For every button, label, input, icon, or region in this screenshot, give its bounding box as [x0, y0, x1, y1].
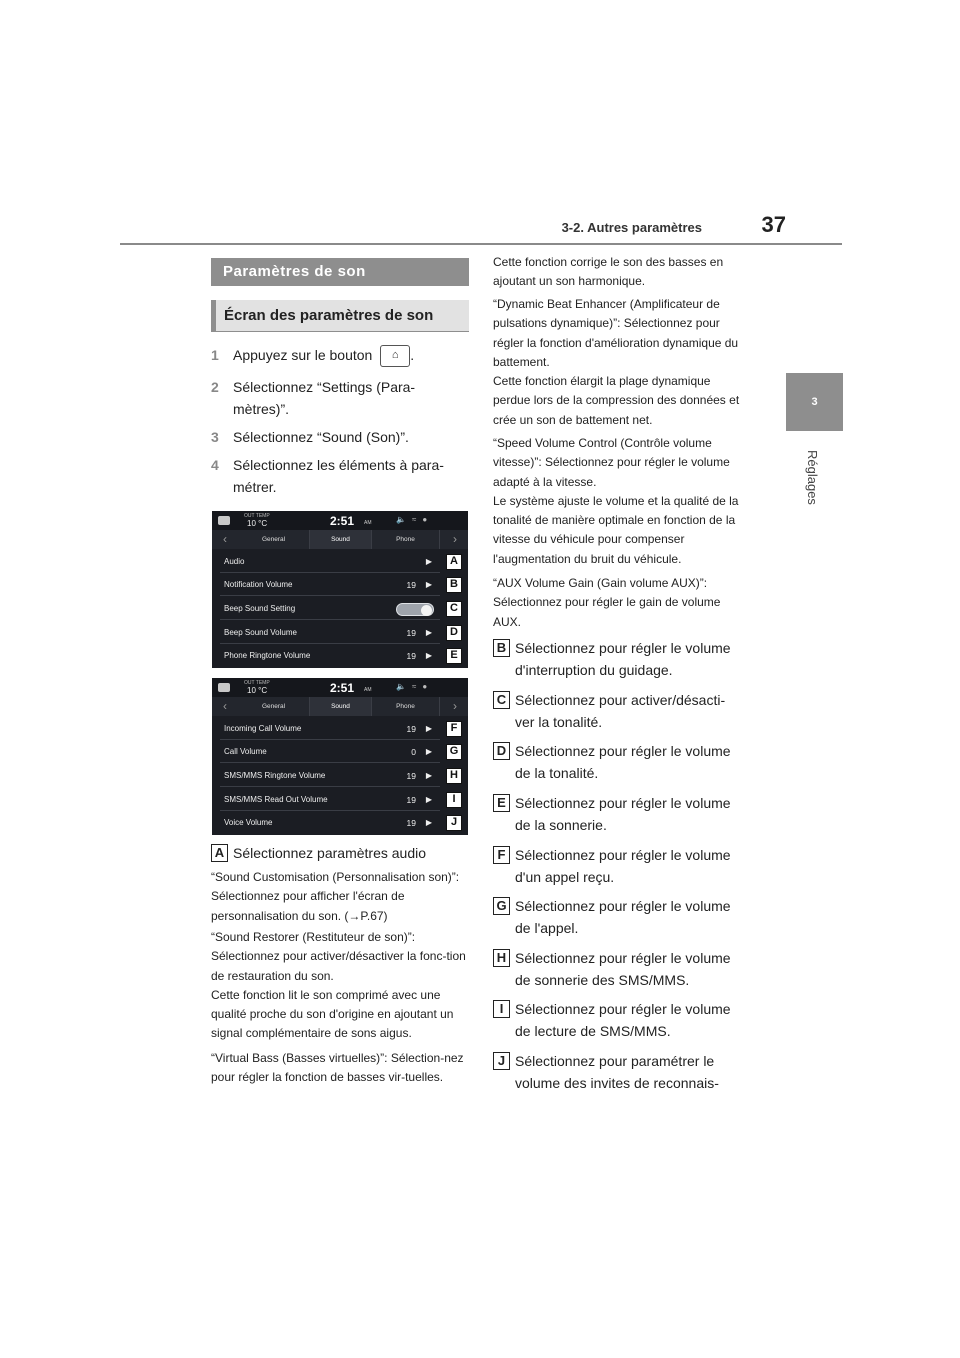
tab-general[interactable]: General [238, 697, 310, 716]
step-number: 1 [211, 347, 219, 363]
chevron-right-icon[interactable]: › [453, 532, 457, 546]
status-bar [212, 678, 468, 697]
status-icons: 🔈≈● [396, 515, 434, 524]
step-text: Appuyez sur le bouton [233, 347, 373, 363]
sound-settings-screen-1 [212, 511, 468, 668]
arrow-right-icon: ▶ [425, 580, 432, 589]
step-text: Sélectionnez “Settings (Para-mètres)”. [233, 379, 416, 417]
row-beep-sound-setting[interactable]: Beep Sound Setting [220, 598, 440, 620]
header-rule [120, 243, 842, 245]
tab-general[interactable]: General [238, 530, 310, 549]
settings-tabs [212, 530, 468, 549]
callout-c: C Sélectionnez pour activer/désacti-ver la tonalité. [493, 689, 743, 733]
para-speed-volume: “Speed Volume Control (Contrôle volume vitesse)”: Sélectionnez pour régler le volume adapté à la vitesse. Le système ajuste le volume et la qualité de la tonalité de manière optimale en fonction de la vitesse du véhicule pour compenser l'augmentation du bruit du véhicule. [493, 436, 739, 566]
para-sound-customisation: “Sound Customisation (Personnalisation son)”: Sélectionnez pour afficher l'écran de personnalisation du son. (→P.67) [211, 870, 460, 923]
key-label: D [446, 625, 462, 641]
step-number: 3 [211, 429, 219, 445]
step-3 [211, 426, 469, 448]
arrow-right-icon: ▶ [425, 628, 432, 637]
clock: 2:51 [330, 681, 355, 695]
step-2 [211, 376, 469, 420]
chapter-tab: 3 [786, 373, 843, 431]
arrow-right-icon: ▶ [425, 771, 432, 780]
key-label: J [446, 815, 462, 831]
row-notification-volume[interactable]: Notification Volume 19 ▶ [220, 574, 440, 596]
chevron-left-icon[interactable]: ‹ [223, 532, 227, 546]
step-1 [211, 344, 469, 367]
para-virtual-bass: “Virtual Bass (Basses virtuelles)”: Sélection-nez pour régler la fonction de basses vir-tuelles. [211, 1051, 464, 1085]
row-voice-volume[interactable]: Voice Volume 19 ▶ [220, 812, 440, 834]
callout-d: D Sélectionnez pour régler le volume de la tonalité. [493, 740, 743, 784]
callout-f: F Sélectionnez pour régler le volume d'un appel reçu. [493, 844, 743, 888]
row-phone-ringtone-volume[interactable]: Phone Ringtone Volume 19 ▶ [220, 645, 440, 667]
tab-sound[interactable]: Sound [310, 530, 372, 549]
arrow-right-icon: ▶ [425, 818, 432, 827]
settings-tabs [212, 697, 468, 716]
temp-value: 10 °C [247, 686, 268, 695]
key-label: B [446, 577, 462, 593]
row-beep-sound-volume[interactable]: Beep Sound Volume 19 ▶ [220, 622, 440, 644]
key-label: H [446, 768, 462, 784]
key-label: G [446, 744, 462, 760]
step-text-end: . [410, 347, 415, 363]
main-heading: Paramètres de son [211, 258, 469, 286]
callout-g: G Sélectionnez pour régler le volume de l'appel. [493, 895, 743, 939]
chapter-label: Réglages [805, 450, 820, 505]
para-sound-restorer: “Sound Restorer (Restituteur de son)”: Sélectionnez pour activer/désactiver la fonc-tion de restauration du son. Cette fonction lit le son comprimé avec une qualité proche du son d'origine en ajoutant un signal complémentaire de sons aigus. [211, 930, 466, 1041]
para-bass-correction: Cette fonction corrige le son des basses en ajoutant un son harmonique. [493, 255, 724, 289]
para-aux-volume: “AUX Volume Gain (Gain volume AUX)”: Sélectionnez pour régler le gain de volume AUX. [493, 576, 721, 629]
status-icons: 🔈≈● [396, 682, 434, 691]
callout-text: Sélectionnez paramètres audio [233, 845, 427, 861]
temp-label: OUT TEMP [244, 680, 270, 686]
step-4 [211, 454, 469, 498]
callout-b: B Sélectionnez pour régler le volume d'interruption du guidage. [493, 637, 743, 681]
callout-e: E Sélectionnez pour régler le volume de la sonnerie. [493, 792, 743, 836]
key-label: C [446, 601, 462, 617]
step-text: Sélectionnez “Sound (Son)”. [233, 429, 409, 445]
key-label: I [446, 792, 462, 808]
row-sms-ringtone-volume[interactable]: SMS/MMS Ringtone Volume 19 ▶ [220, 765, 440, 787]
chevron-left-icon[interactable]: ‹ [223, 699, 227, 713]
arrow-right-icon: ▶ [425, 747, 432, 756]
status-bar [212, 511, 468, 530]
chevron-right-icon[interactable]: › [453, 699, 457, 713]
para-dynamic-beat: “Dynamic Beat Enhancer (Amplificateur de pulsations dynamique)”: Sélectionnez pour régler la fonction d'amélioration dynamique du battement. Cette fonction élargit la plage dynamique perdue lors de la compression des données et crée un son de battement net. [493, 297, 740, 427]
callout-j: J Sélectionnez pour paramétrer le volume des invites de reconnais- [493, 1050, 743, 1094]
beep-toggle[interactable] [396, 603, 434, 616]
car-icon [218, 683, 230, 692]
callout-key: A [211, 844, 228, 862]
step-number: 2 [211, 379, 219, 395]
home-icon: ⌂ [380, 345, 410, 367]
arrow-right-icon: ▶ [425, 557, 432, 566]
row-sms-read-out-volume[interactable]: SMS/MMS Read Out Volume 19 ▶ [220, 789, 440, 811]
sound-settings-screen-2 [212, 678, 468, 835]
step-text: Sélectionnez les éléments à para-métrer. [233, 457, 444, 495]
car-icon [218, 516, 230, 525]
clock-am: AM [364, 520, 372, 526]
key-label: A [446, 554, 462, 570]
clock-am: AM [364, 687, 372, 693]
callout-i: I Sélectionnez pour régler le volume de lecture de SMS/MMS. [493, 998, 743, 1042]
arrow-right-icon: ▶ [425, 795, 432, 804]
sub-heading: Écran des paramètres de son [211, 300, 469, 332]
arrow-right-icon: ▶ [425, 651, 432, 660]
temp-label: OUT TEMP [244, 513, 270, 519]
row-call-volume[interactable]: Call Volume 0 ▶ [220, 741, 440, 763]
arrow-right-icon: ▶ [425, 724, 432, 733]
tab-sound[interactable]: Sound [310, 697, 372, 716]
temp-value: 10 °C [247, 519, 268, 528]
callout-a [211, 842, 469, 864]
callout-h: H Sélectionnez pour régler le volume de sonnerie des SMS/MMS. [493, 947, 743, 991]
clock: 2:51 [330, 514, 355, 528]
key-label: F [446, 721, 462, 737]
row-incoming-call-volume[interactable]: Incoming Call Volume 19 ▶ [220, 718, 440, 740]
tab-phone[interactable]: Phone [372, 530, 440, 549]
row-audio[interactable]: Audio ▶ [220, 551, 440, 573]
page-number: 37 [761, 212, 786, 237]
key-label: E [446, 648, 462, 664]
step-number: 4 [211, 457, 219, 473]
section-title: 3-2. Autres paramètres [561, 220, 702, 235]
tab-phone[interactable]: Phone [372, 697, 440, 716]
